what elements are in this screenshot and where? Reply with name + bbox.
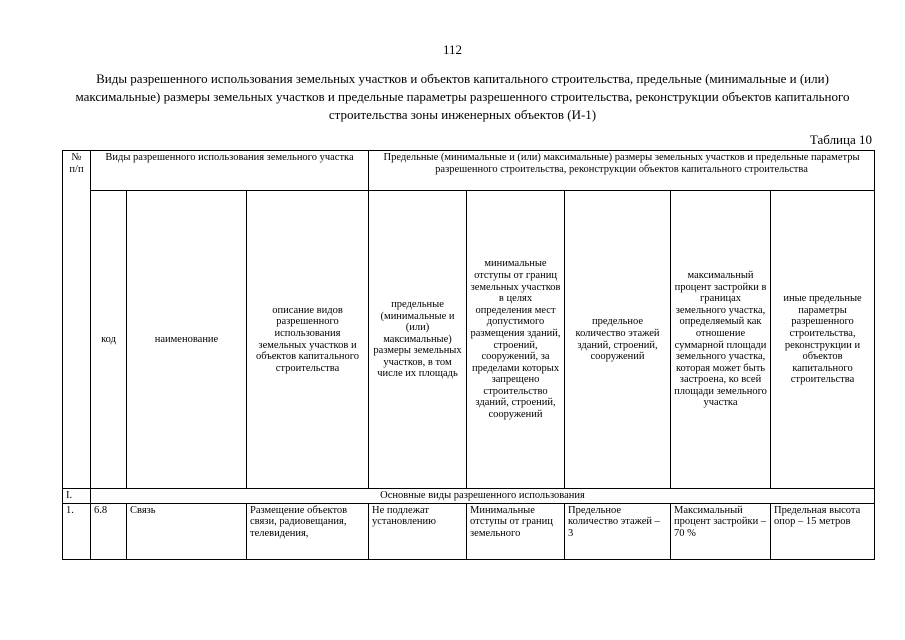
table-header-row [63,151,875,191]
cell-plot-size: Не подлежат установлению [369,503,467,559]
header-floors: предельное количество этажей зданий, строений, сооружений [565,191,671,489]
header-other: иные предельные параметры разрешенного строительства, реконструкции и объектов капитального строительства [771,191,875,489]
cell-num: 1. [63,503,91,559]
cell-name: Связь [127,503,247,559]
header-name: наименование [127,191,247,489]
table-caption: Таблица 10 [809,132,872,147]
cell-other: Предельная высота опор – 15 метров [771,503,875,559]
document-title: Виды разрешенного использования земельных участков и объектов капитального строительства, предельные (минимальные и (или) максимальные) размеры земельных участков и предельные параметры разрешенного строительства, реконструкции объектов капитального строительства зоны инженерных объектов (И-1) [75,71,850,122]
table-subheader-row [63,191,875,489]
header-code: код [91,191,127,489]
section-label: Основные виды разрешенного использования [91,489,875,504]
cell-code: 6.8 [91,503,127,559]
cell-setbacks: Минимальные отступы от границ земельного [467,503,565,559]
header-description: описание видов разрешенного использования земельных участков и объектов капитального строительства [247,191,369,489]
header-limits: Предельные (минимальные и (или) максимальные) размеры земельных участков и предельные параметры разрешенного строительства, реконструкции объектов капитального строительства [369,151,875,191]
page-number: 112 [442,42,463,57]
section-row [63,489,875,504]
section-num: I. [63,489,91,504]
cell-floors: Предельное количество этажей – 3 [565,503,671,559]
header-coverage: максимальный процент застройки в границах земельного участка, определяемый как отношение суммарной площади земельного участка, которая может быть застроена, ко всей площади земельного участка [671,191,771,489]
header-plot-size: предельные (минимальные и (или) максимальные) размеры земельных участков, в том числе их площадь [369,191,467,489]
cell-description: Размещение объектов связи, радиовещания, телевидения, [247,503,369,559]
header-num: № п/п [63,151,91,489]
zoning-table [62,150,875,560]
cell-coverage: Максимальный процент застройки – 70 % [671,503,771,559]
header-setbacks: минимальные отступы от границ земельных участков в целях определения мест допустимого размещения зданий, строений, сооружений, за пределами которых запрещено строительство зданий, строений, сооружений [467,191,565,489]
table-row [63,503,875,559]
header-uses: Виды разрешенного использования земельного участка [91,151,369,191]
